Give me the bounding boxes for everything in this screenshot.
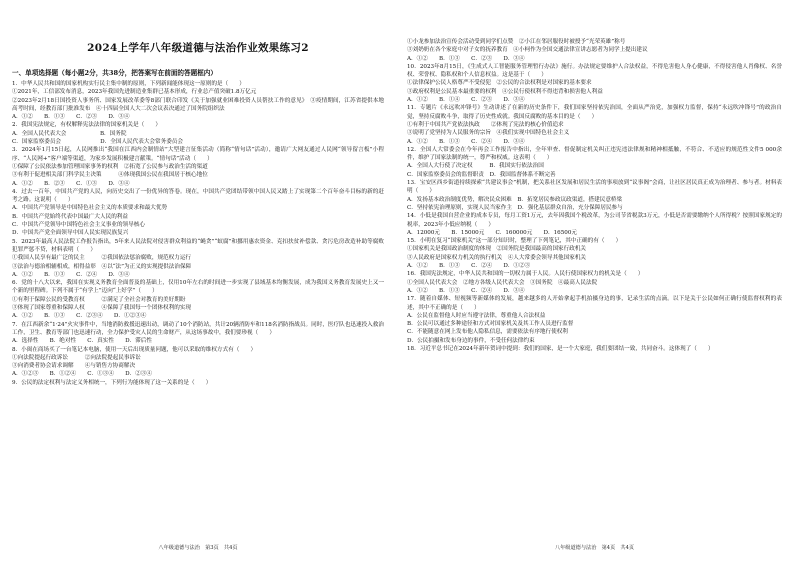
question-line: C．不能随意在网上发布他人隐私信息，需要依法有序地行使权利 [407, 329, 568, 336]
question-line: 10．2023年8月15日，《生成式人工智能服务管理暂行办法》施行。办法规定要维护人合法权益，不得危害他人身心健康，不得侵害他人肖像权、名誉权、荣誉权、隐私权和个人信息权益。这是基于（ ） [407, 63, 782, 79]
question-line: A．12000元 B．15000元 C．160000元 D．16500元 [407, 229, 577, 236]
question-line: 4．过去一百年，中国共产党的人民，向历史交出了一份优异的答卷。现在，中国共产党团结带领中国人民又踏上了实现第二个百年奋斗目标的新的赶考之路。这说明（ ） [12, 188, 384, 204]
question-line: 7．在江西新余“1·24”火灾事件中，当地消防救援迅速出动，调动了10个消防站，共计20辆消防车和118名消防指战员。同时，医疗队也迅速投入救治工作，卫生、教育等部门也迅速行动，全力保护受灾人民的生命财产，从这场事故中，我们要珍视（ ） [12, 321, 384, 336]
question-line: 18．习近平总书记在2024年新年贺词中提到：我们的国家，是一个大家庭，我们要团结一致，共同奋斗。这体现了（ ） [407, 345, 714, 352]
question-line: ①小龙参加法治宣传会活动受到同学们点赞 ②小江在邻居服役时被授予“光荣英雄”称号 [407, 39, 626, 45]
question-line: C．中国共产党领导中国特色社会主义事业的领导核心 [12, 222, 145, 229]
question-line: A．①② B．①③ C．②③④ D．①②③④ [12, 313, 147, 320]
question-line: 16．我国宪法规定，中华人民共和国的一切权力属于人民。人民行使国家权力的机关是（ ） [407, 271, 644, 278]
question-line: B．中国共产党始终代表中国最广大人民的利益 [12, 213, 128, 220]
question-line: ③法治与德治相辅相成，相得益彰 ④以“法”为正义的实现提供法治保障 [12, 263, 192, 270]
question-line: 5．2023年最高人民法院工作报告指出，5年来人民法院对侵害群众利益的“蝇贪”“蚁腐”和挪用惠农资金、克扣扶贫补偿款、贪污危房改造补助等腐败犯罪严惩不贷，材料表明（ ） [12, 238, 384, 253]
question-line: ①2021年，工信部发布消息，2023年我国先进制造业集群已基本形成，行业总产值突破1.8万亿元 [12, 89, 257, 96]
question-line: ①国家机关是我国政治制度的体现 ②国务院是我国最高的国家行政机关 [407, 246, 587, 253]
question-line: A．中国共产党领导是中国特色社会主义的本质要求和最大优势 [12, 205, 168, 212]
question-line: 12．全国人大常委会在今年再会工作报告中指出，全年审查、督促制定机关纠正违宪违法律规和精神相抵触，不符合、不适应的规范性文件5 000余件，维护了国家法制的统一，尊严和权威。这表明（ ） [407, 146, 782, 162]
question-line: ①我国人民享有最广泛的民主 ②我国依法惩治腐败，规范权力运行 [12, 255, 192, 262]
question-line: 1．中华人民共和国的国家机构实行民主集中制的原则，下列新闻能体现这一原则的是（ ） [12, 81, 245, 87]
question-line: 6．党的十八大以来，我国在实现义务教育全面普及的基础上，仅用10年左右的时间进一步实现了县域基本均衡发展，成为我国义务教育发展史上又一个新的里程碑。下列不属于“有学上”迈向“上好学”（ ） [12, 280, 384, 295]
question-line: ①有利于保障公民的受教育权 ②满足了全社会对教育的美好期盼 [12, 296, 186, 303]
question-line: A．①② B．①③ C．②③ D．③④ [12, 114, 130, 121]
question-line: 8．小闽在商场买了一台笔记本电脑，使用一天后出现质量问题，他可以采取的维权方式有（ ） [12, 346, 257, 353]
question-line: A．①② B．①③ C．②④ D．①②③ [407, 263, 531, 270]
question-line: ③说明了党坚持为人民服务的宗旨 ④我们实现中国特色社会主义 [407, 130, 570, 137]
left-questions [12, 80, 384, 387]
question-line: 11．专题片《永远吹冲锋号》生动讲述了在新的历史条件下，我们国家坚持依宪治国，全面从严治党，加强权力监督，保持“永远吹冲锋号”的政治自觉，坚持反腐败斗争，取得了历史性成就。我国反腐败的基本目的是（ ） [407, 105, 782, 120]
question-line: 9．公民的法定权利与法定义务相统一，下列行为能体现了这一关系的是（ ） [12, 379, 212, 386]
question-line: 13．宝安区西乡街道持续探索“共建议事会”机制，把关系社区发展和居民生活的事项放到“议事阁”会商，让社区居民真正成为治理者、参与者。材料表明（ ） [407, 180, 782, 195]
question-line: ③有利于促进相关部门科学民主决策 ④体现我国公民在我国居于核心地位 [12, 172, 208, 179]
question-line: ①有利于中国共产党依法执政 ②体现了宪法的核心价值追求 [407, 121, 564, 128]
question-line: A．选择性 B．绝对性 C．真实性 D．滞后性 [12, 338, 152, 345]
question-line: ③向消费者协会请求调解 ④与销售方协商解决 [12, 363, 136, 370]
footer-right: 八年级道德与法治 第4页 共4页 [554, 545, 635, 551]
question-line: 14．小低是我国自营企业的成本专员，每月工资1万元，去年因我国个税改革，为公司节省税款3万元，小低是否需要缴纳个人所得税？按照国家规定的税率，2023年小低应纳税（ ） [407, 213, 782, 228]
question-line: A．①② B．②③ C．①③ D．③④ [12, 180, 130, 187]
left-column [12, 0, 384, 561]
right-column [407, 0, 782, 561]
question-line: D．公民拍摄和发布身边的事件，不受任何法律约束 [407, 337, 535, 344]
question-line: 3．2024年1月15日起，人民网推出“我国在江西内会制情站”大型建言征集活动（简称“情句话”活动），邀请广大网友通过人民网“领导留言板”小程序、“人民网+”客户端等渠道，为家乡发展积极建言献策。“情句话”活动（ ） [12, 147, 384, 162]
question-line: A．全国人民代表大会 B．国务院 [12, 130, 127, 137]
question-line: B．公民可以通过多种途径和方式对国家机关及其工作人员进行监督 [407, 321, 574, 328]
question-line: 17．随着自媒体、短视频等新媒体的发展，越来越多的人开始拿起手机拍摄身边的事，记录生活的点滴。以下是关于公民如何正确行使监督权利的表述，其中不正确的是（ ） [407, 296, 782, 311]
question-line: A．①② B．①③ C．②③ D．③④ [407, 55, 525, 62]
question-line: C．坚持依宪治理原则，实现人民当家作主 D．强化基层群众自治，充分保障居民参与 [407, 204, 623, 211]
question-line: ②2023年2月18日国投资人事务所、国家发展改革委等8部门联合印发《关于加强就业困难投资人员帮扶工作的意见》 ③疫情期间，江苏省提供本地高考时间，经教育部门批准发布 ④十四届全国人大二次会议表决通过了国务院组织法 [12, 97, 384, 112]
question-line: A．①② B．①④ C．②③ D．③④ [407, 97, 525, 104]
question-line: ①保障了公民依法参加管理国家事务的权利 ②拓宽了公民参与政治生活的渠道 [12, 163, 208, 170]
question-line: ①全国人民代表大会 ②地方各级人民代表大会 ③国务院 ④最高人民法院 [407, 279, 598, 286]
question-line: A．①② B．①③ C．②④ D．③④ [407, 138, 525, 145]
question-line: D．中国共产党全面领导中国人民实现民族复兴 [12, 230, 129, 237]
question-line: A．①②③ B．①②④ C．①③④ D．②③④ [12, 371, 152, 378]
section-heading: 一、单项选择题（每小题2分，共38分，把答案写在前面的答题框内） [12, 69, 217, 77]
question-line: C．国家监察委员会的监督职责 D．我国监督体系不断完善 [407, 171, 556, 178]
question-line: ③刘奶奶在各个家庭中对子女的抚养教育 ④小柯作为全国交通法律宣讲志愿者为同学上提出建议 [407, 47, 648, 54]
question-line: A．全国人大行使了决定权 B．我国实行依法治国 [407, 163, 544, 170]
question-line: ③政府权利是公民基本最重要的权利 ④公民行使权利不得违背和损害他人利益 [407, 88, 603, 95]
question-line: 15．小明在复习“国家机关”这一部分知识时，整理了下列笔记，其中正确的有（ ） [407, 238, 622, 245]
right-questions [407, 38, 782, 353]
question-line: A．公民在监督他人时应当遵守法律，尊重他人合法权益 [407, 312, 546, 319]
footer-left: 八年级道德与法治 第3页 共4页 [158, 545, 238, 551]
question-line: A．①② B．①③ C．②④ D．③④ [12, 271, 130, 278]
question-line: ①向法院提起行政诉讼 ②向法院提起民事诉讼 [12, 354, 141, 361]
question-line: A．发扬基本政治制度优势，解决民众困难 B．拓宽居民参政议政渠道，搭建民意桥梁 [407, 196, 623, 203]
question-line: ③体现了国家尊重和保障人权 ④保障了我国每一个团体权利的实现 [12, 305, 192, 312]
question-line: ①法律保护公民人格尊严不受侵犯 ②公民的合法权利是对国家的基本要求 [407, 80, 592, 87]
question-line: 2．我国宪法规定，有权解释宪法法律的国家机关是（ ） [12, 122, 161, 129]
question-line: A．①② B．①③ C．②④ D．③④ [407, 287, 525, 294]
question-line: ③人民政府是国家权力机关的执行机关 ④人大常委会领导其他国家机关 [407, 254, 587, 261]
question-line: C．国家监察委员会 D．全国人民代表大会常务委员会 [12, 139, 183, 146]
page-title: 2024上学年八年级道德与法治作业效果练习2 [87, 42, 309, 54]
